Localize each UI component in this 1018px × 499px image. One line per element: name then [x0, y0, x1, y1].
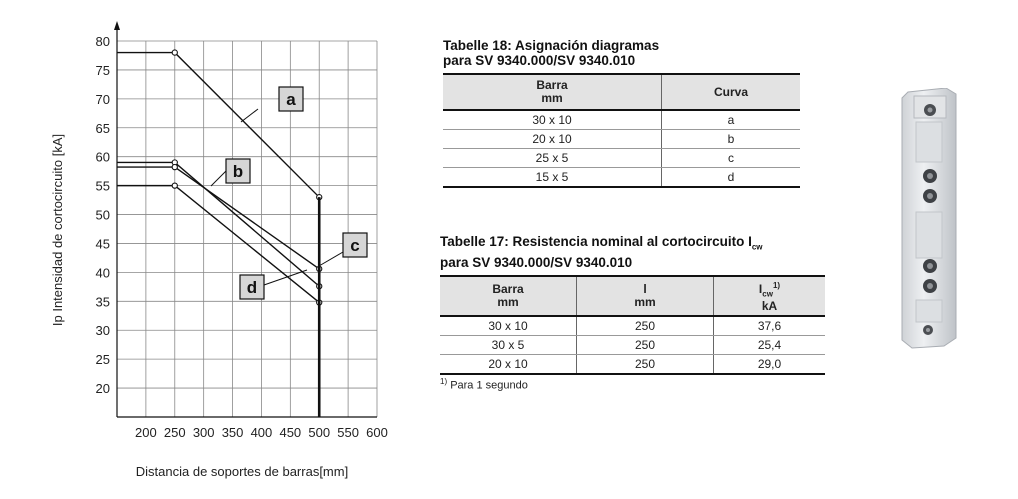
table17-title — [440, 234, 825, 270]
curve-label-leader-a — [241, 109, 258, 122]
table17-block — [440, 234, 825, 392]
table18-row — [443, 149, 800, 168]
y-tick-label: 55 — [95, 178, 110, 194]
table18-title-line2: para SV 9340.000/SV 9340.010 — [443, 53, 636, 68]
table17-footnote: $^{1)}$ Para 1 segundo — [440, 377, 528, 392]
table17-cell: 250 — [577, 336, 714, 355]
table18-row — [443, 130, 800, 149]
chart-axes — [114, 21, 377, 417]
table18-title — [443, 38, 800, 68]
table17-title-sub: cw — [751, 242, 763, 252]
series-line-d — [117, 186, 319, 303]
series-line-c — [117, 167, 319, 269]
y-tick-label: 80 — [95, 34, 110, 49]
table17-row — [440, 316, 825, 336]
table18-cell: b — [662, 130, 801, 149]
y-tick-label: 60 — [95, 149, 110, 165]
table18 — [443, 73, 800, 188]
table18-row — [443, 168, 800, 188]
curve-labels — [211, 87, 367, 299]
x-tick-label: 550 — [337, 425, 359, 440]
series-point-d — [172, 183, 177, 188]
table18-cell: c — [662, 149, 801, 168]
table18-cell: 20 x 10 — [443, 130, 662, 149]
x-tick-label: 500 — [308, 425, 331, 440]
table17-cell: 250 — [577, 316, 714, 336]
table17-title-line1: Tabelle 17: Resistencia nominal al cortocircuito I — [440, 234, 752, 249]
table18-cell: 15 x 5 — [443, 168, 662, 188]
table17-cell: 20 x 10 — [440, 355, 577, 375]
curve-label-text-c: c — [350, 236, 360, 255]
table17-title-line2: para SV 9340.000/SV 9340.010 — [440, 254, 633, 270]
table17-body — [440, 316, 825, 374]
y-tick-label: 50 — [95, 207, 110, 223]
curve-label-a — [279, 87, 303, 111]
table17-cell: 25,4 — [714, 336, 826, 355]
series-line-b — [117, 162, 319, 286]
table18-cell: 30 x 10 — [443, 110, 662, 130]
y-axis-title: Ip Intensidad de cortocircuito [kA] — [50, 133, 65, 327]
table17-cell: 29,0 — [714, 355, 826, 375]
table18-title-line1: Tabelle 18: Asignación diagramas — [443, 38, 660, 53]
curve-label-leader-c — [319, 252, 343, 266]
y-tick-label: 40 — [95, 265, 110, 281]
curve-label-text-b: b — [232, 162, 244, 181]
table17-cell: 30 x 5 — [440, 336, 577, 355]
x-axis-title: Distancia de soportes de barras[mm] — [135, 464, 349, 479]
x-tick-label: 450 — [279, 425, 302, 440]
y-axis-arrow — [114, 21, 120, 30]
y-tick-label: 70 — [95, 91, 110, 107]
table18-block — [443, 38, 800, 188]
series-point-c — [172, 165, 177, 170]
table18-row — [443, 110, 800, 130]
curve-label-text-d: d — [246, 278, 258, 297]
y-tick-labels — [96, 34, 110, 396]
table17-cell: 30 x 10 — [440, 316, 577, 336]
series-point-a — [172, 50, 177, 55]
curve-label-d — [240, 275, 264, 299]
curve-label-leader-b — [211, 171, 226, 186]
x-tick-label: 400 — [250, 425, 273, 440]
y-tick-label: 75 — [95, 62, 110, 78]
table17-row — [440, 355, 825, 375]
busbar-adapter-image — [898, 88, 960, 350]
table18-body — [443, 110, 800, 187]
table18-header-barra: Barra mm — [443, 74, 662, 110]
x-tick-label: 200 — [135, 425, 157, 440]
curve-label-text-a: a — [286, 90, 296, 109]
table18-header-curva: Curva — [662, 74, 801, 110]
x-tick-label: 600 — [366, 425, 388, 440]
table18-cell: a — [662, 110, 801, 130]
short-circuit-chart — [0, 0, 430, 499]
table18-header-row — [443, 74, 800, 110]
x-tick-labels — [135, 425, 388, 440]
y-tick-label: 35 — [95, 294, 110, 310]
y-tick-label: 20 — [95, 381, 110, 397]
y-tick-label: 45 — [95, 236, 110, 252]
table17-cell: 37,6 — [714, 316, 826, 336]
table18-cell: d — [662, 168, 801, 188]
x-tick-label: 300 — [192, 425, 215, 440]
table17-header-l: l mm — [577, 276, 714, 316]
series-line-a — [117, 53, 319, 198]
y-tick-label: 30 — [95, 323, 110, 339]
x-tick-label: 350 — [221, 425, 244, 440]
table17-header-barra: Barra mm — [440, 276, 577, 316]
chart-grid — [117, 41, 377, 417]
table17-header-row — [440, 276, 825, 316]
x-tick-label: 250 — [163, 425, 186, 440]
table17-cell: 250 — [577, 355, 714, 375]
curve-label-c — [343, 233, 367, 257]
table17 — [440, 275, 825, 375]
table18-cell: 25 x 5 — [443, 149, 662, 168]
y-tick-label: 25 — [95, 352, 110, 368]
table17-row — [440, 336, 825, 355]
table17-header-icw: $I_{cw}^{1)}$ kA — [714, 276, 826, 316]
curve-label-b — [226, 159, 250, 183]
y-tick-label: 65 — [95, 120, 110, 136]
